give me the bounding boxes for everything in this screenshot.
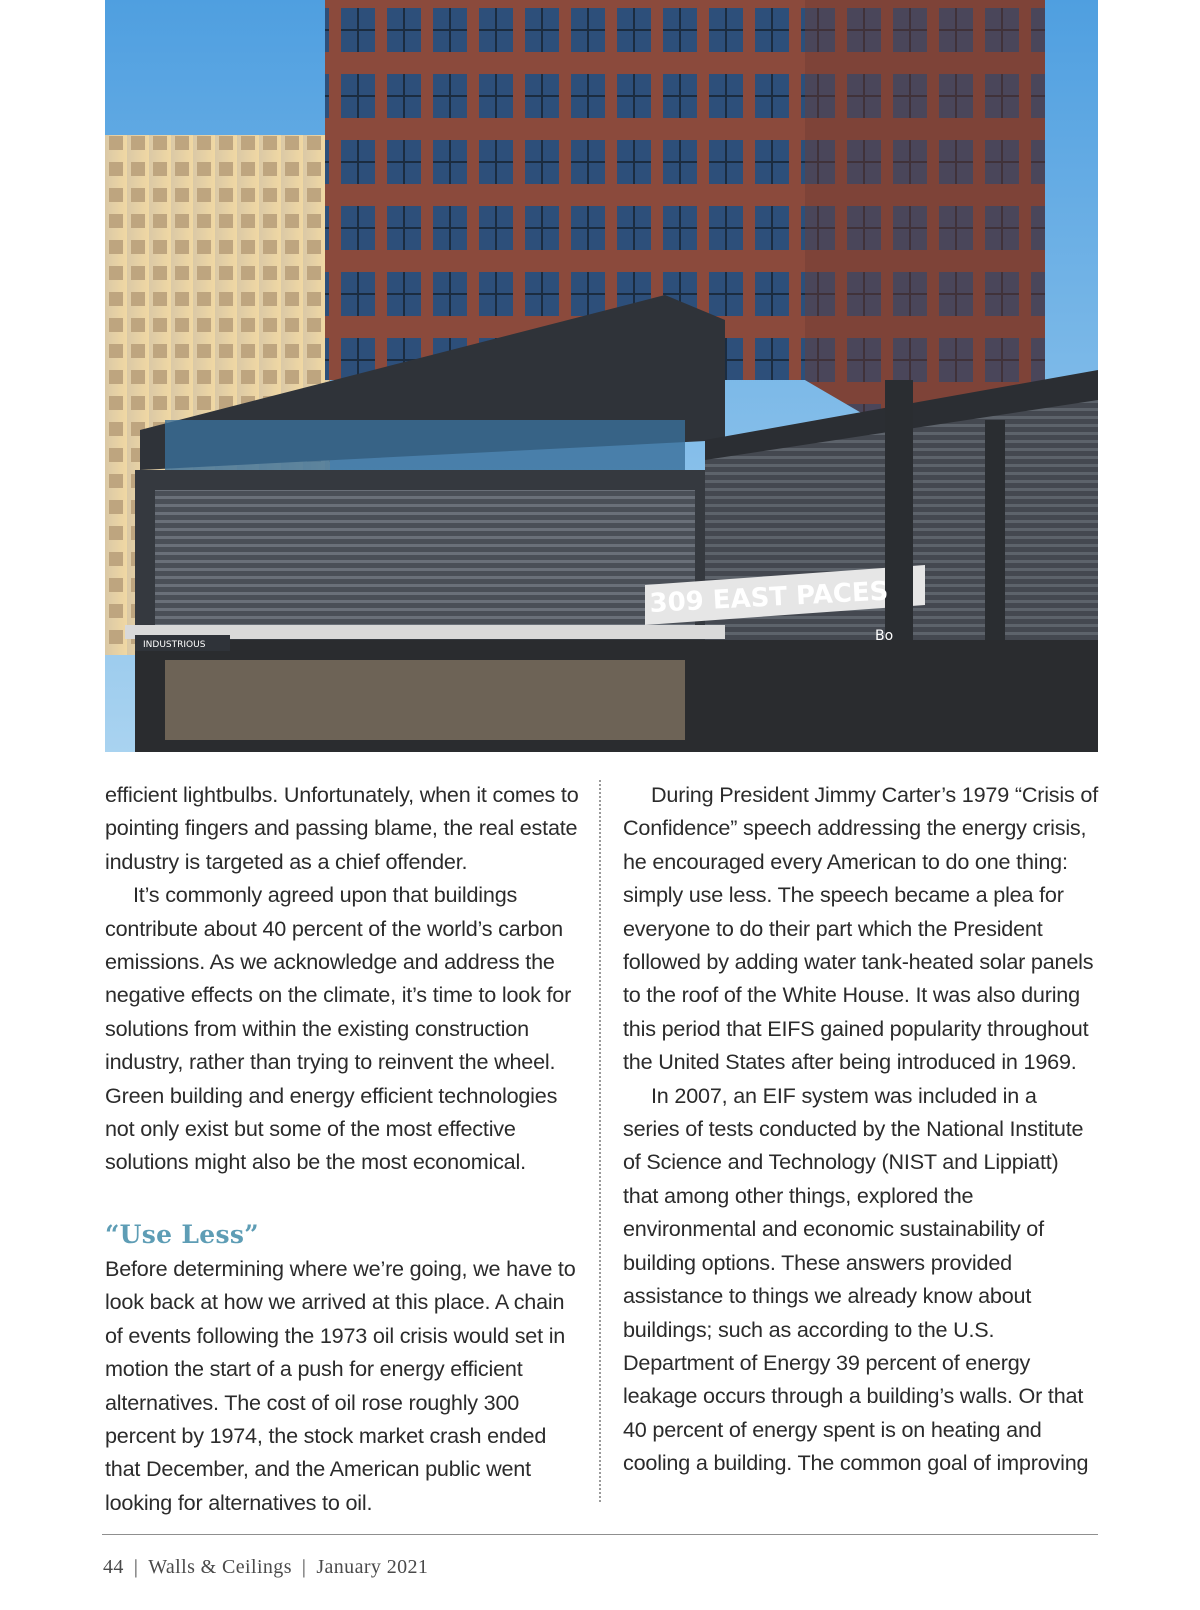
left-paragraph-1: efficient lightbulbs. Unfortunately, when it comes to pointing fingers and passing blame, the real estate industry is targeted as a chief offender. [105,782,579,874]
industrious-banner: INDUSTRIOUS [143,640,206,650]
magazine-name: Walls & Ceilings [148,1556,292,1578]
footer-separator: | [301,1556,307,1578]
building-sign: 309 EAST PACES [648,576,890,619]
left-column [105,778,580,1519]
page-footer [103,1556,428,1579]
page-number: 44 [103,1556,124,1578]
left-paragraph-2: It’s commonly agreed upon that buildings contribute about 40 percent of the world’s carbon emissions. As we acknowledge and address the negative effects on the climate, it’s time to look for solutions from within the existing construction industry, rather than trying to reinvent the wheel. Green building and energy efficient technologies not only exist but some of the most effective solutions might also be the most economical. [105,882,572,1175]
column-divider [599,780,601,1502]
right-paragraph-2: In 2007, an EIF system was included in a series of tests conducted by the National Institute of Science and Technology (NIST and Lippiatt) that among other things, explored the environmental and economic sustainability of building options. These answers provided assistance to things we already know about buildings; such as according to the U.S. Department of Energy 39 percent of energy leakage occurs through a building’s walls. Or that 40 percent of energy spent is on heating and cooling a building. The common goal of improving [623,1082,1089,1476]
shop-sign: Bo [875,628,894,644]
right-column [623,778,1098,1480]
building-photo [105,0,1098,752]
right-paragraph-1: During President Jimmy Carter’s 1979 “Crisis of Confidence” speech addressing the energy crisis, he encouraged every American to do one thing: simply use less. The speech became a plea for everyone to do their part which the President followed by adding water tank-heated solar panels to the roof of the White House. It was also during this period that EIFS gained popularity throughout the United States after being introduced in 1969. [623,782,1099,1075]
left-paragraph-3: Before determining where we’re going, we have to look back at how we arrived at this place. A chain of events following the 1973 oil crisis would set in motion the start of a push for energy efficient alternatives. The cost of oil rose roughly 300 percent by 1974, the stock market crash ended that December, and the American public went looking for alternatives to oil. [105,1255,576,1515]
section-subhead: “Use Less” [105,1219,259,1249]
issue-date: January 2021 [316,1556,429,1578]
footer-separator: | [133,1556,139,1578]
footer-rule [102,1534,1098,1535]
